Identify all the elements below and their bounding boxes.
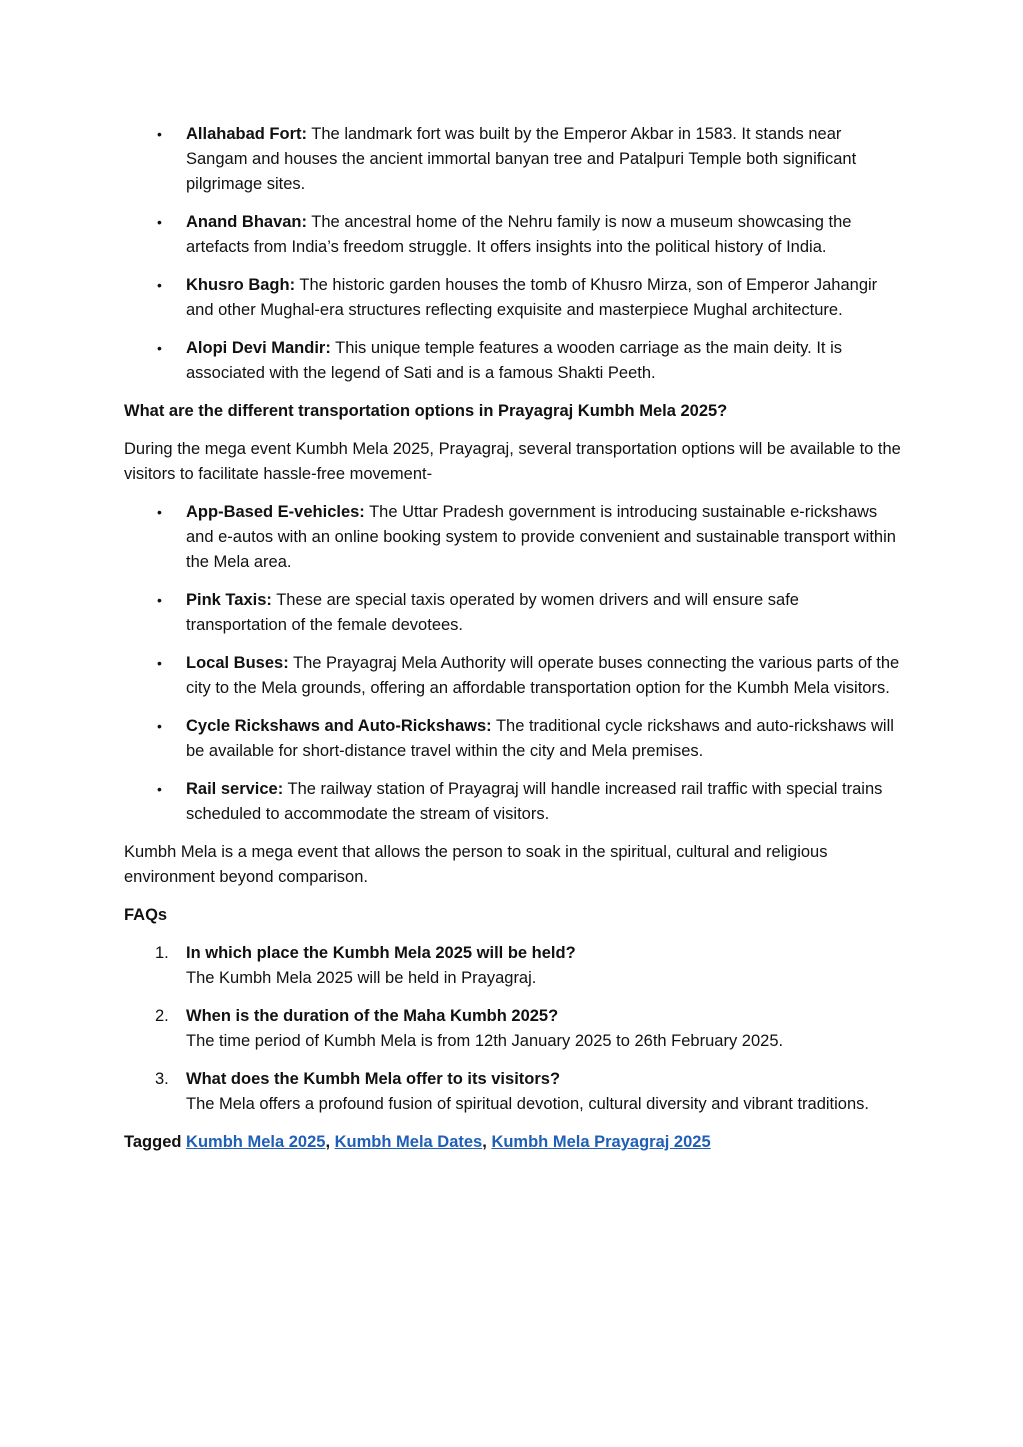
item-text: These are special taxis operated by women drivers and will ensure safe transportation of the female devotees.	[186, 591, 799, 634]
item-text: This unique temple features a wooden carriage as the main deity. It is associated with the legend of Sati and is a famous Shakti Peeth.	[186, 339, 843, 382]
list-item	[124, 651, 904, 701]
faq-number: 2.	[155, 1007, 169, 1025]
item-text: The Uttar Pradesh government is introducing sustainable e-rickshaws and e-autos with an online booking system to provide convenient and sustainable transport within the Mela area.	[186, 503, 896, 571]
transport-intro: During the mega event Kumbh Mela 2025, Prayagraj, several transportation options will be available to the visitors to facilitate hassle-free movement-	[124, 440, 901, 483]
bullet-icon: •	[157, 214, 162, 230]
faq-heading: FAQs	[124, 906, 168, 924]
list-item	[124, 122, 904, 197]
tag-separator: ,	[482, 1133, 487, 1151]
bullet-icon: •	[157, 781, 162, 797]
tag-separator: ,	[325, 1133, 331, 1151]
item-title: Pink Taxis:	[186, 591, 272, 609]
faq-question: When is the duration of the Maha Kumbh 2025?	[186, 1007, 559, 1025]
faq-question: What does the Kumbh Mela offer to its visitors?	[186, 1070, 561, 1088]
faq-item	[124, 941, 904, 991]
list-item	[124, 777, 904, 827]
item-title: Anand Bhavan:	[186, 213, 308, 231]
bullet-icon: •	[157, 504, 162, 520]
item-text: The historic garden houses the tomb of Khusro Mirza, son of Emperor Jahangir and other Mughal-era structures reflecting exquisite and masterpiece Mughal architecture.	[186, 276, 878, 319]
item-title: Allahabad Fort:	[186, 125, 308, 143]
attractions-list	[124, 122, 904, 386]
list-item	[124, 714, 904, 764]
item-text: The Prayagraj Mela Authority will operate buses connecting the various parts of the city to the Mela grounds, offering an affordable transportation option for the Kumbh Mela visitors.	[186, 654, 900, 697]
closing-paragraph: Kumbh Mela is a mega event that allows the person to soak in the spiritual, cultural and religious environment beyond comparison.	[124, 843, 828, 886]
faq-answer: The Kumbh Mela 2025 will be held in Prayagraj.	[186, 969, 537, 987]
list-item	[124, 273, 904, 323]
transport-list	[124, 500, 904, 827]
faq-item	[124, 1004, 904, 1054]
tags-line	[124, 1130, 904, 1155]
bullet-icon: •	[157, 592, 162, 608]
tags-label: Tagged	[124, 1133, 182, 1151]
faq-question: In which place the Kumbh Mela 2025 will be held?	[186, 944, 576, 962]
item-title: Rail service:	[186, 780, 284, 798]
faq-number: 1.	[155, 944, 169, 962]
item-text: The traditional cycle rickshaws and auto-rickshaws will be available for short-distance travel within the city and Mela premises.	[186, 717, 894, 760]
tag-link-kumbh-mela-dates[interactable]: Kumbh Mela Dates	[334, 1133, 483, 1151]
bullet-icon: •	[157, 277, 162, 293]
item-title: Local Buses:	[186, 654, 289, 672]
tag-link-kumbh-mela-2025[interactable]: Kumbh Mela 2025	[186, 1133, 326, 1151]
faq-list	[124, 941, 904, 1117]
list-item	[124, 588, 904, 638]
item-text: The railway station of Prayagraj will handle increased rail traffic with special trains scheduled to accommodate the stream of visitors.	[186, 780, 883, 823]
item-text: The ancestral home of the Nehru family is now a museum showcasing the artefacts from India’s freedom struggle. It offers insights into the political history of India.	[186, 213, 852, 256]
tag-link-kumbh-mela-prayagraj-2025[interactable]: Kumbh Mela Prayagraj 2025	[491, 1133, 711, 1151]
faq-answer: The Mela offers a profound fusion of spiritual devotion, cultural diversity and vibrant traditions.	[186, 1095, 869, 1113]
item-text: The landmark fort was built by the Emperor Akbar in 1583. It stands near Sangam and houses the ancient immortal banyan tree and Patalpuri Temple both significant pilgrimage sites.	[186, 125, 857, 193]
faq-number: 3.	[155, 1070, 169, 1088]
list-item	[124, 210, 904, 260]
item-title: Alopi Devi Mandir:	[186, 339, 331, 357]
transport-heading: What are the different transportation options in Prayagraj Kumbh Mela 2025?	[124, 402, 728, 420]
item-title: Khusro Bagh:	[186, 276, 296, 294]
bullet-icon: •	[157, 126, 162, 142]
bullet-icon: •	[157, 655, 162, 671]
faq-item	[124, 1067, 904, 1117]
list-item	[124, 500, 904, 575]
list-item	[124, 336, 904, 386]
item-title: App-Based E-vehicles:	[186, 503, 365, 521]
bullet-icon: •	[157, 340, 162, 356]
document-page	[124, 122, 904, 1168]
bullet-icon: •	[157, 718, 162, 734]
faq-answer: The time period of Kumbh Mela is from 12th January 2025 to 26th February 2025.	[186, 1032, 784, 1050]
item-title: Cycle Rickshaws and Auto-Rickshaws:	[186, 717, 492, 735]
